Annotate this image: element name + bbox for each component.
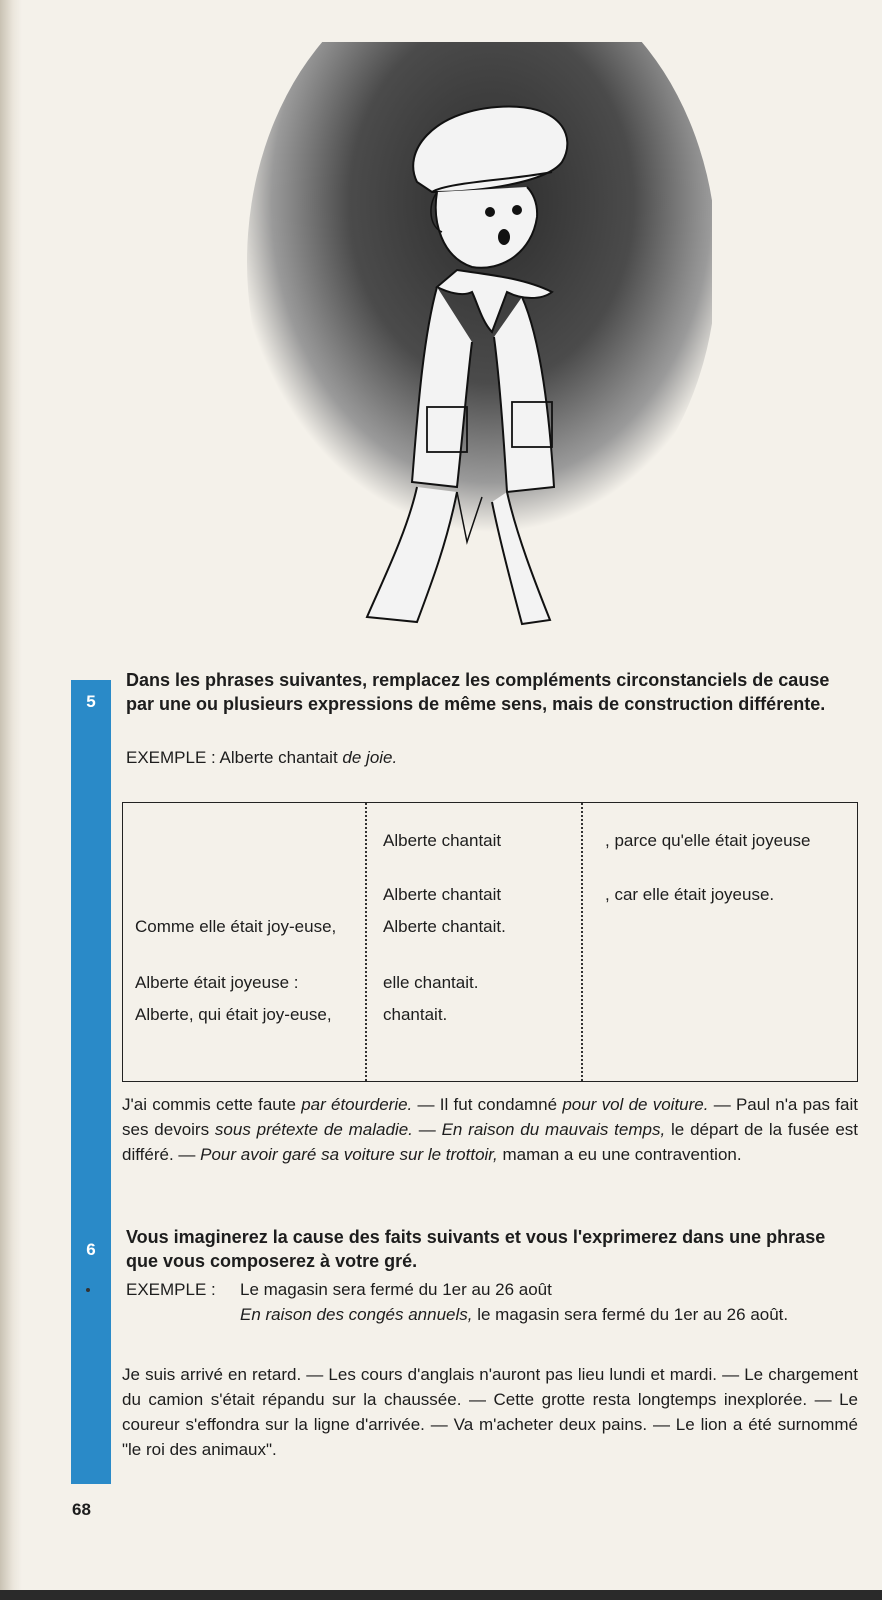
page-number: 68 — [72, 1500, 91, 1519]
sentence-text: — Paul n'a pas fait ses devoirs — [122, 1095, 858, 1139]
table-right-cell: , parce qu'elle était joyeuse — [605, 831, 811, 850]
exercise-6-example-line-2 — [240, 1303, 858, 1327]
cause-complement: pour vol de voiture. — [562, 1095, 709, 1114]
example-text: Alberte chantait — [219, 748, 343, 767]
cause-complement: Pour avoir garé sa voiture sur le trottoir, — [200, 1145, 498, 1164]
table-left-cell: Alberte, qui était joy-euse, — [135, 1005, 332, 1024]
example-6-italic: En raison des congés annuels, — [240, 1305, 473, 1324]
exercise-6-number: 6 — [86, 1240, 96, 1259]
cause-complement: sous prétexte de maladie. — [214, 1120, 413, 1139]
sentence-text: — Il fut condamné — [412, 1095, 563, 1114]
table-middle-cell: Alberte chantait. — [383, 917, 506, 936]
page-binding-edge — [0, 0, 22, 1600]
sentence-text: le départ de la fusée est différé. — — [122, 1120, 859, 1164]
table-middle-cell: Alberte chantait — [383, 885, 502, 904]
exercise-6-example-line-1: Le magasin sera fermé du 1er au 26 août — [240, 1280, 552, 1299]
exercise-6-example-label: EXEMPLE : — [126, 1280, 216, 1299]
table-right-cell: , car elle était joyeuse. — [605, 885, 775, 904]
table-middle-cell: chantait. — [383, 1005, 448, 1024]
column-divider-1 — [365, 803, 367, 1081]
exercise-5-instruction: Dans les phrases suivantes, remplacez les compléments circonstanciels de cause par une ou plusieurs expressions de même sens, mais de construction différente. — [126, 670, 830, 714]
sentence-text: maman a eu une contravention. — [497, 1145, 742, 1164]
exercise-6-marker-bar — [71, 1228, 111, 1484]
example-italic: de joie. — [342, 748, 398, 767]
cause-complement: par étourderie. — [301, 1095, 413, 1114]
table-middle-cell: elle chantait. — [383, 973, 479, 992]
exercise-6-sentences: Je suis arrivé en retard. — Les cours d'anglais n'auront pas lieu lundi et mardi. — Le chargement du camion s'était répandu sur la chaussée. — Cette grotte resta longtemps inexplorée. — Le coureur s'effondra sur la ligne d'arrivée. — Va m'acheter deux pains. — Le lion a été surnommé "le roi des animaux". — [122, 1365, 858, 1459]
example-6-rest: le magasin sera fermé du 1er au 26 août. — [472, 1305, 789, 1324]
cause-complement: En raison du mauvais temps, — [441, 1120, 666, 1139]
sentence-text: — — [412, 1120, 442, 1139]
exercise-6-instruction: Vous imaginerez la cause des faits suivants et vous l'exprimerez dans une phrase que vous composerez à votre gré. — [126, 1227, 826, 1271]
exercise-5-marker-bar — [71, 680, 111, 1235]
table-left-cell: Comme elle était joy-euse, — [135, 917, 337, 936]
example-label: EXEMPLE : — [126, 748, 220, 767]
child-illustration — [232, 42, 712, 642]
sentence-text: J'ai commis cette faute — [122, 1095, 302, 1114]
margin-dot — [86, 1288, 90, 1292]
table-left-cell: Alberte était joyeuse : — [135, 973, 299, 992]
example-transformations-table — [122, 802, 858, 1082]
scan-bottom-edge — [0, 1590, 882, 1600]
column-divider-2 — [581, 803, 583, 1081]
exercise-5-example — [126, 746, 397, 770]
table-middle-cell: Alberte chantait — [383, 831, 502, 850]
exercise-5-sentences — [122, 1092, 858, 1167]
exercise-5-number: 5 — [86, 692, 96, 711]
